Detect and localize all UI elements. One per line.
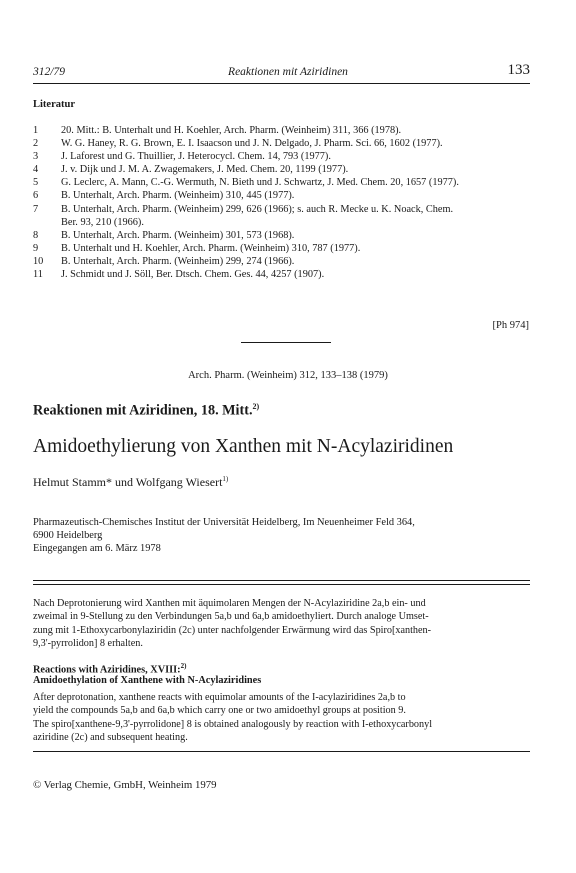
reference-number: 1 <box>33 125 39 136</box>
running-header-volume: 312/79 <box>33 66 65 78</box>
reference-text: B. Unterhalt, Arch. Pharm. (Weinheim) 310, 445 (1977). <box>61 190 295 202</box>
reference-number: 7 <box>33 203 39 215</box>
authors <box>33 475 228 490</box>
received-date: Eingegangen am 6. März 1978 <box>33 543 161 554</box>
abstract-line: zung mit 1-Ethoxycarbonylaziridin (2c) unter nachfolgender Erwärmung wird das Spiro[xanthen- <box>33 624 432 636</box>
reference-item <box>33 255 533 268</box>
reference-text: B. Unterhalt, Arch. Pharm. (Weinheim) 299, 274 (1966). <box>61 255 295 267</box>
series-footnote-marker: 2) <box>252 402 260 411</box>
reference-item <box>33 242 533 255</box>
reference-number: 5 <box>33 177 39 189</box>
reference-number: 9 <box>33 242 39 254</box>
english-title: Amidoethylation of Xanthene with N-Acylaziridines <box>33 675 262 686</box>
reference-item <box>33 150 533 163</box>
reference-text: B. Unterhalt, Arch. Pharm. (Weinheim) 301, 573 (1968). <box>61 229 295 241</box>
journal-reference: Arch. Pharm. (Weinheim) 312, 133–138 (1979) <box>188 370 388 381</box>
reference-item <box>33 203 533 216</box>
abstract-line: After deprotonation, xanthene reacts with equimolar amounts of the I-acylaziridines 2a,b to <box>33 692 406 703</box>
reference-number: 6 <box>33 190 39 202</box>
english-series-text: Reactions with Aziridines, XVIII: <box>33 664 181 676</box>
reference-item <box>33 124 533 137</box>
reference-number: 2 <box>33 138 39 150</box>
reference-item <box>33 268 533 281</box>
reference-item <box>33 229 533 242</box>
running-header-title: Reaktionen mit Aziridinen <box>228 66 348 78</box>
reference-text: B. Unterhalt und H. Koehler, Arch. Pharm. (Weinheim) 310, 787 (1977). <box>61 242 361 254</box>
author-footnote-marker: 1) <box>222 475 229 483</box>
abstract-bottom-rule <box>33 751 530 752</box>
affiliation-line: 6900 Heidelberg <box>33 530 103 541</box>
abstract-top-rule <box>33 580 530 581</box>
reference-number: 4 <box>33 164 39 176</box>
reference-text: 20. Mitt.: B. Unterhalt und H. Koehler, Arch. Pharm. (Weinheim) 311, 366 (1978). <box>61 125 402 136</box>
reference-text: J. Laforest und G. Thuillier, J. Heterocycl. Chem. 14, 793 (1977). <box>61 151 331 163</box>
abstract-line: 9,3'-pyrrolidon] 8 erhalten. <box>33 637 143 649</box>
page-number: 133 <box>507 62 530 78</box>
reference-number: 8 <box>33 229 39 241</box>
reference-number: 10 <box>33 255 44 267</box>
series-title <box>33 402 259 420</box>
english-footnote-marker: 2) <box>180 662 187 670</box>
reference-number: 3 <box>33 151 39 163</box>
abstract-line: Nach Deprotonierung wird Xanthen mit äquimolaren Mengen der N-Acylaziridine 2a,b ein- und <box>33 598 426 609</box>
reference-item <box>33 189 533 202</box>
author-names: Helmut Stamm* und Wolfgang Wiesert <box>33 475 223 489</box>
abstract-line: zweimal in 9-Stellung zu den Verbindungen 5a,b und 6a,b amidoethyliert. Durch analoge Umset- <box>33 611 429 623</box>
reference-text: J. Schmidt und J. Söll, Ber. Dtsch. Chem. Ges. 44, 4257 (1907). <box>61 269 325 281</box>
reference-text: J. v. Dijk und J. M. A. Zwagemakers, J. Med. Chem. 20, 1199 (1977). <box>61 164 349 176</box>
manuscript-tag: [Ph 974] <box>492 320 529 331</box>
copyright-notice: © Verlag Chemie, GmbH, Weinheim 1979 <box>33 779 217 791</box>
abstract-line: yield the compounds 5a,b and 6a,b which carry one or two amidoethyl groups at position 9. <box>33 705 406 717</box>
reference-item <box>33 176 533 189</box>
reference-continuation: Ber. 93, 210 (1966). <box>61 216 144 228</box>
affiliation-line: Pharmazeutisch-Chemisches Institut der Universität Heidelberg, Im Neuenheimer Feld 364, <box>33 517 415 528</box>
reference-item <box>33 163 533 176</box>
abstract-english <box>33 691 530 744</box>
abstract-line: The spiro[xanthene-9,3'-pyrrolidone] 8 is obtained analogously by reaction with I-ethoxycarbonyl <box>33 718 433 730</box>
header-rule <box>33 83 530 84</box>
series-title-text: Reaktionen mit Aziridinen, 18. Mitt. <box>33 402 253 419</box>
reference-list <box>33 124 533 281</box>
reference-item <box>33 137 533 150</box>
affiliation-block <box>33 516 543 555</box>
reference-text: G. Leclerc, A. Mann, C.-G. Wermuth, N. Bieth und J. Schwartz, J. Med. Chem. 20, 1657 (1977). <box>61 177 459 189</box>
literature-heading: Literatur <box>33 99 75 110</box>
abstract-top-rule-inner <box>33 584 530 585</box>
abstract-line: aziridine (2c) and subsequent heating. <box>33 731 188 743</box>
english-series-title <box>33 662 186 675</box>
reference-number: 11 <box>33 269 43 281</box>
section-divider <box>241 342 331 343</box>
abstract-german <box>33 597 530 650</box>
article-title: Amidoethylierung von Xanthen mit N-Acylaziridinen <box>33 436 454 457</box>
reference-text: W. G. Haney, R. G. Brown, E. I. Isaacson und J. N. Delgado, J. Pharm. Sci. 66, 1602 (1977). <box>61 138 443 150</box>
reference-text: B. Unterhalt, Arch. Pharm. (Weinheim) 299, 626 (1966); s. auch R. Mecke u. K. Noack, Chem. <box>61 203 454 215</box>
